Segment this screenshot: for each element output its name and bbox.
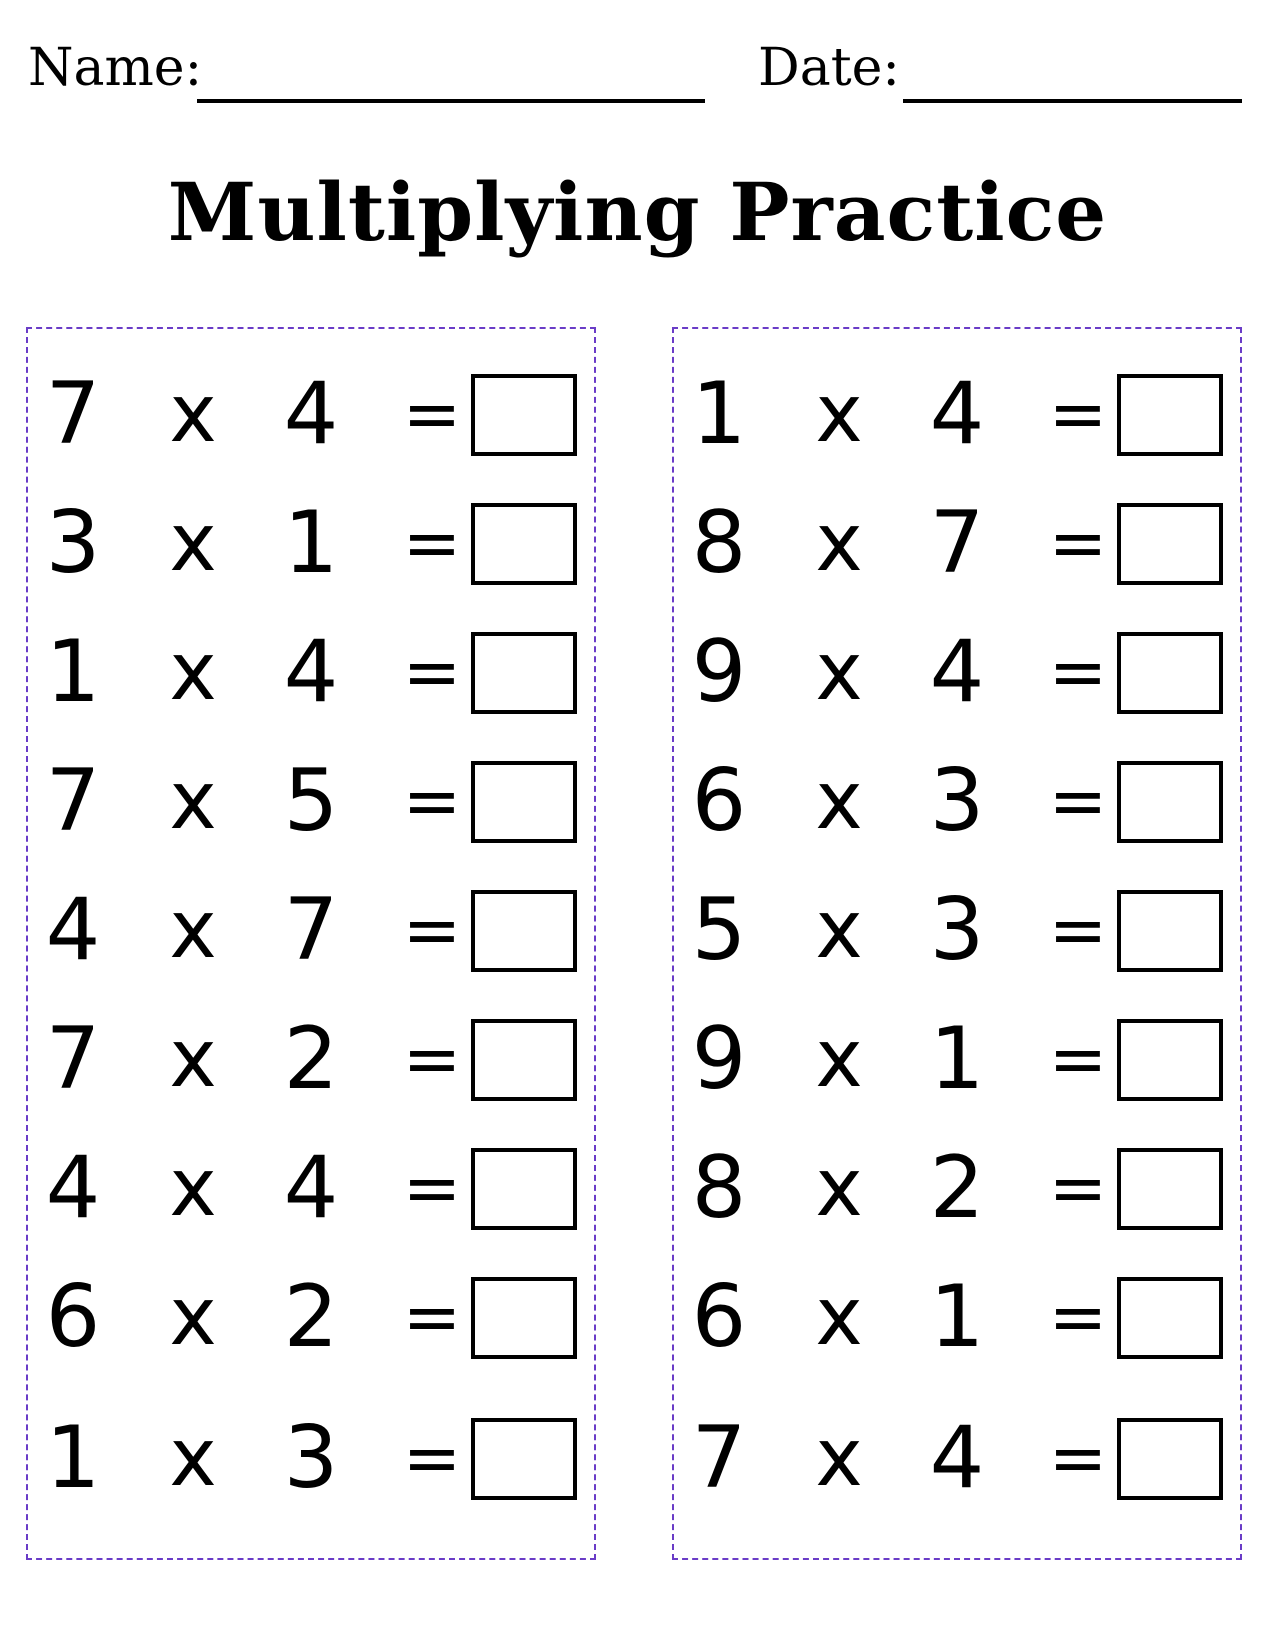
first-factor: 8 <box>691 493 747 593</box>
second-factor: 5 <box>283 751 339 851</box>
problem-row <box>28 1408 594 1508</box>
first-factor: 3 <box>45 493 101 593</box>
first-factor: 7 <box>45 751 101 851</box>
second-factor: 4 <box>283 364 339 464</box>
first-factor: 1 <box>45 1408 101 1508</box>
multiply-sign: x <box>169 1270 217 1363</box>
equals-sign: = <box>1048 1276 1108 1358</box>
answer-box[interactable] <box>1117 1019 1223 1101</box>
multiply-sign: x <box>169 754 217 847</box>
multiply-sign: x <box>169 883 217 976</box>
second-factor: 4 <box>929 364 985 464</box>
equals-sign: = <box>402 502 462 584</box>
first-factor: 6 <box>691 1267 747 1367</box>
equals-sign: = <box>402 1417 462 1499</box>
second-factor: 3 <box>929 751 985 851</box>
equals-sign: = <box>402 631 462 713</box>
multiply-sign: x <box>815 754 863 847</box>
second-factor: 3 <box>929 880 985 980</box>
multiply-sign: x <box>169 1411 217 1504</box>
second-factor: 2 <box>929 1138 985 1238</box>
page-title: Multiplying Practice <box>167 165 1108 259</box>
second-factor: 2 <box>283 1009 339 1109</box>
problem-row <box>28 622 594 722</box>
problem-row <box>28 751 594 851</box>
answer-box[interactable] <box>471 374 577 456</box>
equals-sign: = <box>402 889 462 971</box>
answer-box[interactable] <box>1117 503 1223 585</box>
multiply-sign: x <box>815 367 863 460</box>
date-label: Date: <box>758 38 900 98</box>
equals-sign: = <box>402 1276 462 1358</box>
problem-row <box>28 1138 594 1238</box>
problem-row <box>674 751 1240 851</box>
multiply-sign: x <box>169 496 217 589</box>
second-factor: 4 <box>929 622 985 722</box>
multiply-sign: x <box>815 1012 863 1105</box>
first-factor: 7 <box>691 1408 747 1508</box>
answer-box[interactable] <box>1117 1148 1223 1230</box>
equals-sign: = <box>402 760 462 842</box>
name-blank-line[interactable] <box>197 99 705 103</box>
first-factor: 4 <box>45 880 101 980</box>
equals-sign: = <box>1048 1147 1108 1229</box>
date-blank-line[interactable] <box>903 99 1242 103</box>
answer-box[interactable] <box>1117 890 1223 972</box>
first-factor: 6 <box>691 751 747 851</box>
problem-row <box>674 493 1240 593</box>
second-factor: 1 <box>929 1009 985 1109</box>
equals-sign: = <box>1048 760 1108 842</box>
answer-box[interactable] <box>471 1148 577 1230</box>
problem-row <box>674 880 1240 980</box>
answer-box[interactable] <box>471 890 577 972</box>
multiply-sign: x <box>169 1012 217 1105</box>
problem-row <box>674 1267 1240 1367</box>
first-factor: 4 <box>45 1138 101 1238</box>
problem-column-left <box>26 327 596 1560</box>
second-factor: 7 <box>283 880 339 980</box>
answer-box[interactable] <box>1117 1277 1223 1359</box>
answer-box[interactable] <box>1117 761 1223 843</box>
second-factor: 4 <box>929 1408 985 1508</box>
first-factor: 9 <box>691 1009 747 1109</box>
answer-box[interactable] <box>471 761 577 843</box>
multiply-sign: x <box>815 1270 863 1363</box>
first-factor: 5 <box>691 880 747 980</box>
problem-row <box>674 622 1240 722</box>
first-factor: 7 <box>45 364 101 464</box>
problem-row <box>674 364 1240 464</box>
problem-row <box>28 364 594 464</box>
answer-box[interactable] <box>1117 1418 1223 1500</box>
problem-column-right <box>672 327 1242 1560</box>
equals-sign: = <box>1048 1018 1108 1100</box>
equals-sign: = <box>402 373 462 455</box>
problem-row <box>674 1138 1240 1238</box>
problem-row <box>674 1009 1240 1109</box>
answer-box[interactable] <box>471 503 577 585</box>
second-factor: 1 <box>929 1267 985 1367</box>
equals-sign: = <box>402 1147 462 1229</box>
second-factor: 7 <box>929 493 985 593</box>
answer-box[interactable] <box>1117 632 1223 714</box>
problem-row <box>28 1267 594 1367</box>
first-factor: 1 <box>45 622 101 722</box>
name-label: Name: <box>28 38 203 98</box>
second-factor: 2 <box>283 1267 339 1367</box>
first-factor: 8 <box>691 1138 747 1238</box>
second-factor: 3 <box>283 1408 339 1508</box>
multiply-sign: x <box>815 1411 863 1504</box>
equals-sign: = <box>1048 502 1108 584</box>
equals-sign: = <box>1048 631 1108 713</box>
first-factor: 6 <box>45 1267 101 1367</box>
problem-row <box>28 1009 594 1109</box>
first-factor: 1 <box>691 364 747 464</box>
first-factor: 7 <box>45 1009 101 1109</box>
answer-box[interactable] <box>471 632 577 714</box>
equals-sign: = <box>1048 889 1108 971</box>
multiply-sign: x <box>169 625 217 718</box>
multiply-sign: x <box>169 367 217 460</box>
second-factor: 1 <box>283 493 339 593</box>
multiply-sign: x <box>815 1141 863 1234</box>
second-factor: 4 <box>283 622 339 722</box>
equals-sign: = <box>1048 1417 1108 1499</box>
problem-row <box>28 493 594 593</box>
problem-row <box>674 1408 1240 1508</box>
equals-sign: = <box>1048 373 1108 455</box>
first-factor: 9 <box>691 622 747 722</box>
multiply-sign: x <box>169 1141 217 1234</box>
answer-box[interactable] <box>471 1418 577 1500</box>
multiply-sign: x <box>815 496 863 589</box>
equals-sign: = <box>402 1018 462 1100</box>
second-factor: 4 <box>283 1138 339 1238</box>
multiply-sign: x <box>815 625 863 718</box>
answer-box[interactable] <box>1117 374 1223 456</box>
multiply-sign: x <box>815 883 863 976</box>
problem-row <box>28 880 594 980</box>
answer-box[interactable] <box>471 1019 577 1101</box>
answer-box[interactable] <box>471 1277 577 1359</box>
